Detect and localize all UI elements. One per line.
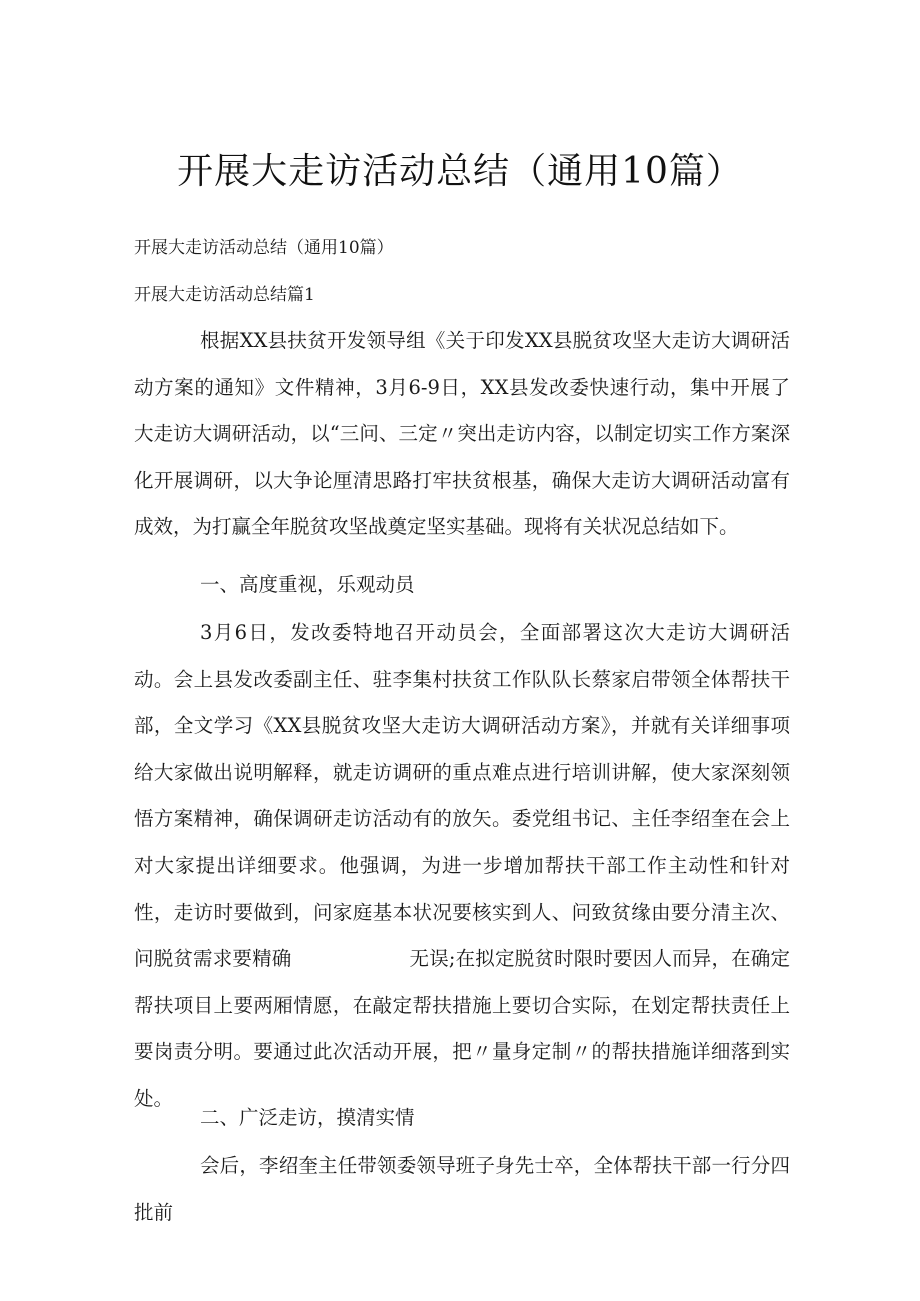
paragraph-1: 根据XX县扶贫开发领导组《关于印发XX县脱贫攻坚大走访大调研活动方案的通知》文件精神，3月6-9日，XX县发改委快速行动，集中开展了大走访大调研活动，以“三问、三定〃突出走访内容，以制定切实工作方案深化开展调研，以大争论厘清思路打牢扶贫根基，确保大走访大调研活动富有成效，为打赢全年脱贫攻坚战奠定坚实基础。现将有关状况总结如下。 — [134, 329, 790, 539]
article-heading: 开展大走访活动总结篇1 — [134, 285, 315, 305]
document-title: 开展大走访活动总结（通用10篇） — [177, 151, 743, 192]
document-subtitle: 开展大走访活动总结（通用10篇） — [134, 238, 394, 258]
section-2-heading: 二、广泛走访，摸清实情 — [200, 1106, 415, 1129]
paragraph-3: 会后，李绍奎主任带领委领导班子身先士卒，全体帮扶干部一行分四批前 — [134, 1154, 790, 1224]
paragraph-2: 3月6日，发改委特地召开动员会，全面部署这次大走访大调研活动。会上县发改委副主任、驻李集村扶贫工作队队长蔡家启带领全体帮扶干部，全文学习《XX县脱贫攻坚大走访大调研活动方案》，并就有关详细事项给大家做出说明解释，就走访调研的重点难点进行培训讲解，使大家深刻领悟方案精神，确保调研走访活动有的放矢。委党组书记、主任李绍奎在会上对大家提出详细要求。他强调，为进一步增加帮扶干部工作主动性和针对性，走访时要做到，问家庭基本状况要核实到人、问致贫缘由要分清主次、问脱贫需求要精确 无误;在拟定脱贫时限时要因人而异，在确定帮扶项目上要两厢情愿，在敲定帮扶措施上要切合实际，在划定帮扶责任上要岗责分明。要通过此次活动开展，把〃量身定制〃的帮扶措施详细落到实处。 — [134, 621, 790, 1110]
section-1-heading: 一、高度重视，乐观动员 — [200, 573, 415, 596]
